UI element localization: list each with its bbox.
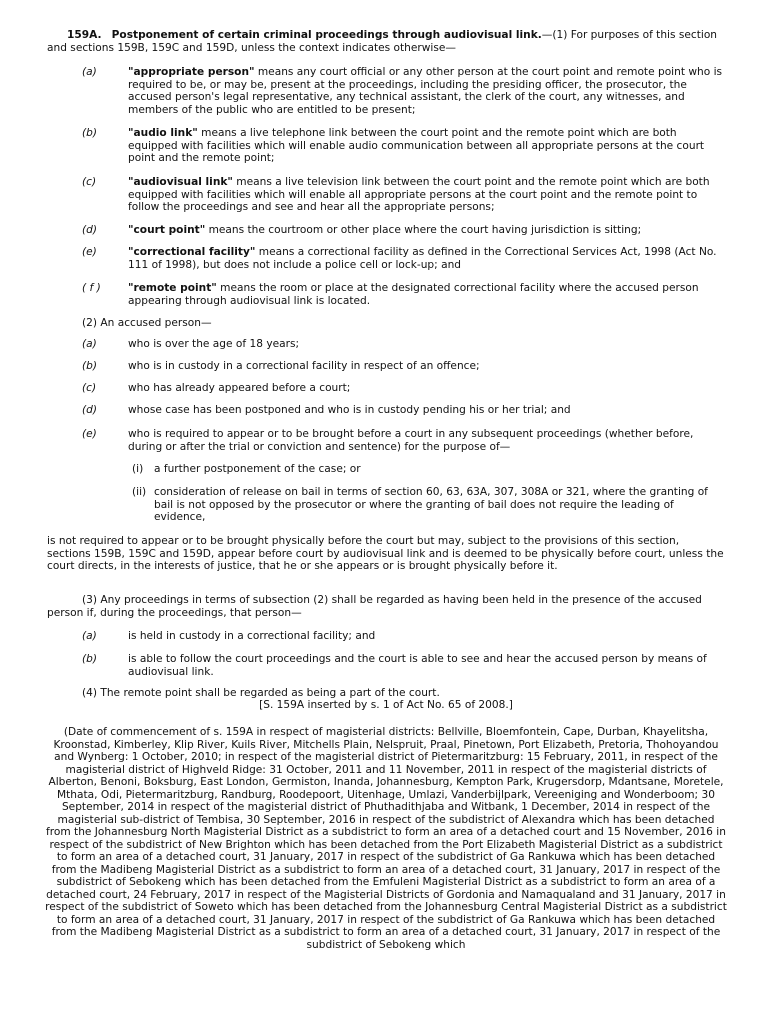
- subsection-3-intro: (3) Any proceedings in terms of subsection (2) shall be regarded as having been held in the presence of the accused person if, during the proceedings, that person—: [47, 594, 702, 619]
- sub2-d-text: whose case has been postponed and who is in custody pending his or her trial; and: [128, 404, 571, 416]
- def-b-term: "audio link": [128, 127, 198, 139]
- section-title: Postponement of certain criminal proceedings through audiovisual link.: [111, 29, 542, 41]
- def-c-body: means a live television link between the court point and the remote point which are both equipped with facilities which will enable all appropriate persons at the court point and the remote point to follow the proceedings and see and hear all the appropriate persons;: [128, 176, 710, 214]
- subsection-2-closing: is not required to appear or to be brought physically before the court but may, subject to the provisions of this section, sections 159B, 159C and 159D, appear before court by audiovisual link and is deemed to be physically before court, unless the court directs, in the interests of justice, that he or she appears or is brought physically before it.: [47, 535, 724, 573]
- def-e-label: (e): [82, 246, 97, 258]
- def-e-text: [128, 246, 723, 271]
- def-b-text: [128, 127, 723, 165]
- def-c-text: [128, 176, 723, 214]
- def-d-term: "court point": [128, 224, 206, 236]
- commencement-note: (Date of commencement of s. 159A in respect of magisterial districts: Bellville, Bloemfontein, Cape, Durban, Khayelitsha, Kroonstad, Kimberley, Klip River, Kuils River, Mitchells Plain, Nelspruit, Praal, Pinetown, Port Elizabeth, Pretoria, Thohoyandou and Wynberg: 1 October, 2010; in respect of the magisterial district of Pietermaritzburg: 15 February, 2011, in respect of the magisterial district of Highveld Ridge: 31 October, 2011 and 11 November, 2011 in respect of the magisterial districts of Alberton, Benoni, Boksburg, East London, Germiston, Inanda, Johannesburg, Kempton Park, Krugersdorp, Mdantsane, Moretele, Mthata, Odi, Pietermaritzburg, Randburg, Roodepoort, Uitenhage, Umlazi, Vanderbijlpark, Vereeniging and Wonderboom; 30 September, 2014 in respect of the magisterial district of Phuthadithjaba and Witbank, 1 December, 2014 in respect of the magisterial sub-district of Tembisa, 30 September, 2016 in respect of the subdistrict of Alexandra which has been detached from the Johannesburg North Magisterial District as a subdistrict to form an area of a detached court and 15 November, 2016 in respect of the subdistrict of New Brighton which has been detached from the Port Elizabeth Magisterial District as a subdistrict to form an area of a detached court, 31 January, 2017 in respect of the subdistrict of Ga Rankuwa which has been detached from the Madibeng Magisterial District as a subdistrict to form an area of a detached court, 31 January, 2017 in respect of the subdistrict of Sebokeng which has been detached from the Emfuleni Magisterial District as a subdistrict to form an area of a detached court, 24 February, 2017 in respect of the Magisterial Districts of Gordonia and Namaqualand and 31 January, 2017 in respect of the subdistrict of Soweto which has been detached from the Johannesburg Central Magisterial District as a subdistrict to form an area of a detached court, 31 January, 2017 in respect of the subdistrict of Ga Rankuwa which has been detached from the Madibeng Magisterial District as a subdistrict to form an area of a detached court, 31 January, 2017 in respect of the subdistrict of Sebokeng which: [45, 726, 727, 951]
- sub2-e-ii-text: consideration of release on bail in terms of section 60, 63, 63A, 307, 308A or 321, where the granting of bail is not opposed by the prosecutor or where the granting of bail does not require the leading of evidence,: [154, 486, 708, 524]
- def-c-label: (c): [82, 176, 97, 188]
- subsection-4: (4) The remote point shall be regarded as being a part of the court.: [82, 687, 440, 699]
- def-f-body: means the room or place at the designated correctional facility where the accused person appearing through audiovisual link is located.: [128, 282, 699, 307]
- def-f-text: [128, 282, 723, 307]
- sub2-a-text: who is over the age of 18 years;: [128, 338, 300, 350]
- sub2-a-label: (a): [82, 338, 97, 350]
- sub2-c-text: who has already appeared before a court;: [128, 382, 351, 394]
- def-b-label: (b): [82, 127, 97, 139]
- sub2-e-i-label: (i): [132, 463, 144, 475]
- section-lead: —(1) For purposes of this section and sections 159B, 159C and 159D, unless the context indicates otherwise—: [47, 29, 718, 54]
- sub2-c-label: (c): [82, 382, 97, 394]
- sub2-b-text: who is in custody in a correctional facility in respect of an offence;: [128, 360, 480, 372]
- sub2-e-text: who is required to appear or to be brought before a court in any subsequent proceedings (whether before, during or after the trial or conviction and sentence) for the purpose of—: [128, 428, 694, 453]
- def-b-body: means a live telephone link between the court point and the remote point which are both equipped with facilities which will enable audio communication between all appropriate persons at the court point and the remote point;: [128, 127, 705, 165]
- section-number: 159A.: [67, 29, 102, 41]
- sub3-a-text: is held in custody in a correctional facility; and: [128, 630, 376, 642]
- def-e-term: "correctional facility": [128, 246, 256, 258]
- section-heading: [47, 29, 725, 54]
- def-f-label: ( f ): [82, 282, 101, 294]
- def-a-label: (a): [82, 66, 97, 78]
- sub2-b-label: (b): [82, 360, 97, 372]
- def-d-label: (d): [82, 224, 97, 236]
- subsection-2-intro: (2) An accused person—: [82, 317, 212, 329]
- amendment-note: [S. 159A inserted by s. 1 of Act No. 65 of 2008.]: [259, 699, 513, 711]
- def-e-body: means a correctional facility as defined in the Correctional Services Act, 1998 (Act No. 111 of 1998), but does not include a police cell or lock-up; and: [128, 246, 717, 271]
- sub3-b-label: (b): [82, 653, 97, 665]
- def-c-term: "audiovisual link": [128, 176, 233, 188]
- sub2-d-label: (d): [82, 404, 97, 416]
- sub3-a-label: (a): [82, 630, 97, 642]
- def-d-text: [128, 224, 723, 237]
- def-f-term: "remote point": [128, 282, 217, 294]
- sub2-e-label: (e): [82, 428, 97, 440]
- sub2-e-i-text: a further postponement of the case; or: [154, 463, 361, 475]
- sub3-b-text: is able to follow the court proceedings and the court is able to see and hear the accused person by means of audiovisual link.: [128, 653, 707, 678]
- def-a-text: [128, 66, 723, 116]
- def-a-term: "appropriate person": [128, 66, 255, 78]
- sub2-e-ii-label: (ii): [132, 486, 147, 498]
- def-d-body: means the courtroom or other place where the court having jurisdiction is sitting;: [205, 224, 642, 236]
- def-a-body: means any court official or any other person at the court point and remote point who is required to be, or may be, present at the proceedings, including the presiding officer, the prosecutor, the accused person's legal representative, any technical assistant, the clerk of the court, any witnesses, and members of the public who are entitled to be present;: [128, 66, 723, 116]
